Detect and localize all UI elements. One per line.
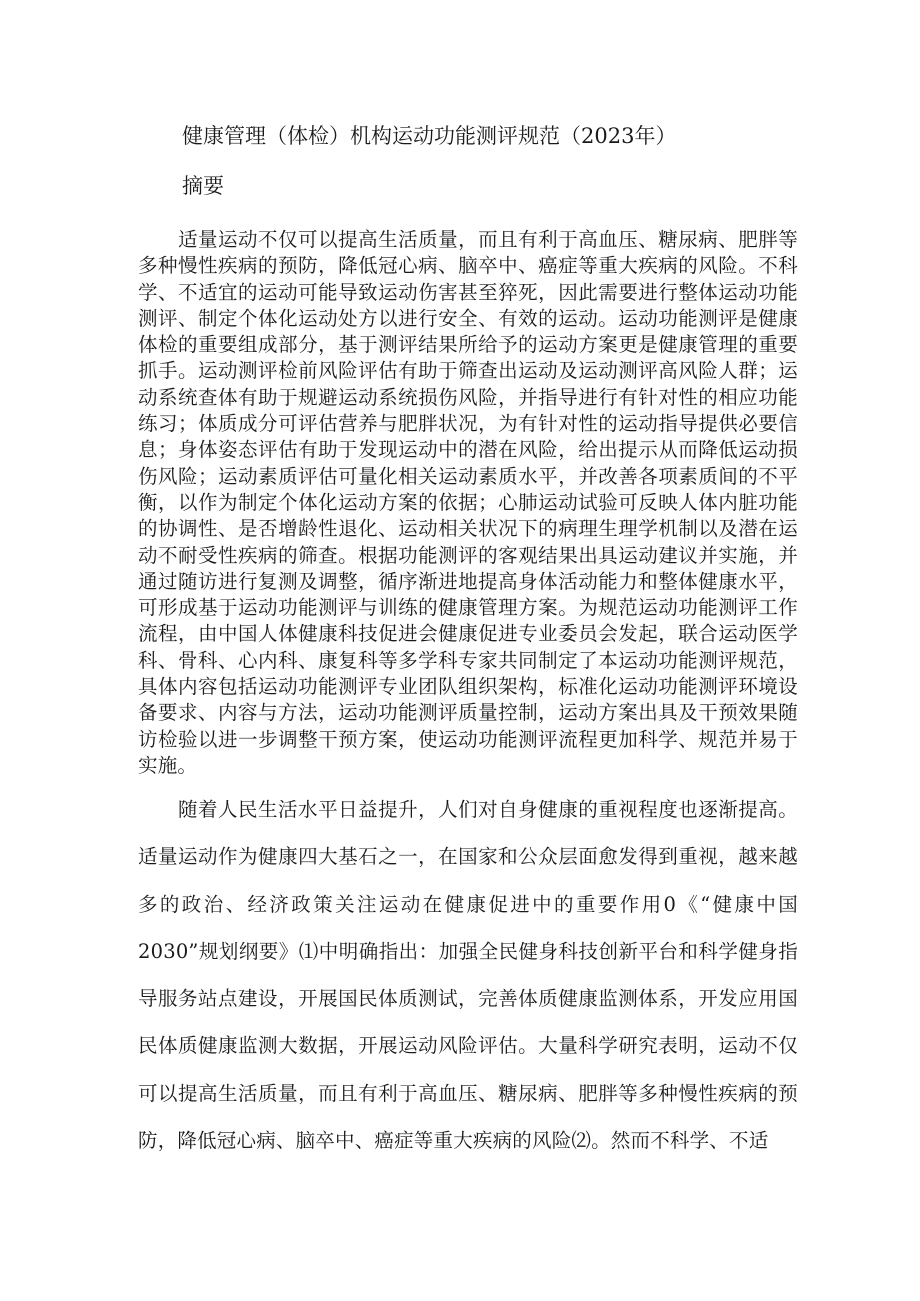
document-title: 健康管理（体检）机构运动功能测评规范（2023年） (182, 124, 677, 148)
introduction-paragraph: 随着人民生活水平日益提升，人们对自身健康的重视程度也逐渐提高。适量运动作为健康四大基石之一，在国家和公众层面愈发得到重视，越来越多的政治、经济政策关注运动在健康促进中的重要作用0《“健康中国2030”规划纲要》⑴中明确指出：加强全民健身科技创新平台和科学健身指导服务站点建设，开展国民体质测试，完善体质健康监测体系，开发应用国民体质健康监测大数据，开展运动风险评估。大量科学研究表明，运动不仅可以提高生活质量，而且有利于高血压、糖尿病、肥胖等多种慢性疾病的预防，降低冠心病、脑卒中、癌症等重大疾病的风险⑵。然而不科学、不适 (138, 798, 798, 1153)
abstract-paragraph: 适量运动不仅可以提高生活质量，而且有利于高血压、糖尿病、肥胖等多种慢性疾病的预防，降低冠心病、脑卒中、癌症等重大疾病的风险。不科学、不适宜的运动可能导致运动伤害甚至猝死，因此需要进行整体运动功能测评、制定个体化运动处方以进行安全、有效的运动。运动功能测评是健康体检的重要组成部分，基于测评结果所给予的运动方案更是健康管理的重要抓手。运动测评检前风险评估有助于筛查出运动及运动测评高风险人群；运动系统查体有助于规避运动系统损伤风险，并指导进行有针对性的相应功能练习；体质成分可评估营养与肥胖状况，为有针对性的运动指导提供必要信息；身体姿态评估有助于发现运动中的潜在风险，给出提示从而降低运动损伤风险；运动素质评估可量化相关运动素质水平，并改善各项素质间的不平衡，以作为制定个体化运动方案的依据；心肺运动试验可反映人体内脏功能的协调性、是否增龄性退化、运动相关状况下的病理生理学机制以及潜在运动不耐受性疾病的筛查。根据功能测评的客观结果出具运动建议并实施，并通过随访进行复测及调整，循序渐进地提高身体活动能力和整体健康水平，可形成基于运动功能测评与训练的健康管理方案。为规范运动功能测评工作流程，由中国人体健康科技促进会健康促进专业委员会发起，联合运动医学科、骨科、心内科、康复科等多学科专家共同制定了本运动功能测评规范，具体内容包括运动功能测评专业团队组织架构，标准化运动功能测评环境设备要求、内容与方法，运动功能测评质量控制，运动方案出具及干预效果随访检验以进一步调整干预方案，使运动功能测评流程更加科学、规范并易于实施。 (138, 228, 798, 777)
abstract-heading: 摘要 (182, 174, 224, 198)
